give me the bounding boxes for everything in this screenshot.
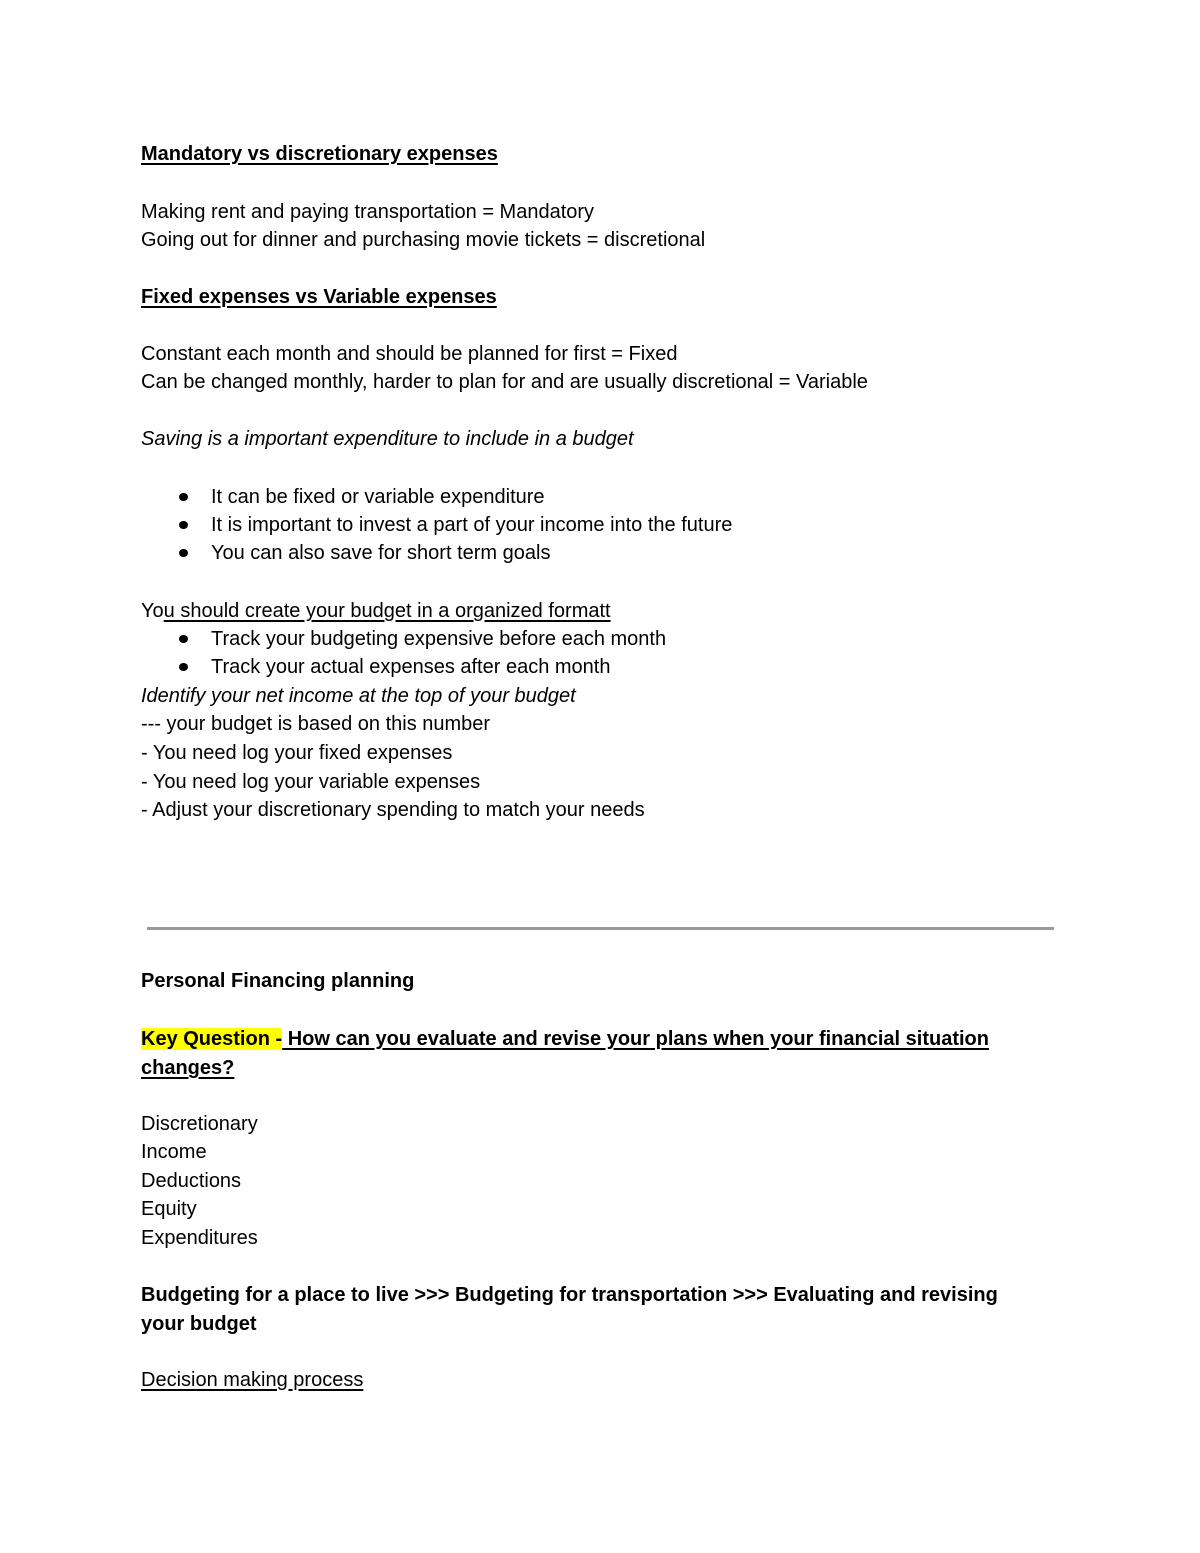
bullet-icon bbox=[179, 663, 188, 671]
horizontal-rule bbox=[147, 927, 1054, 930]
key-question bbox=[141, 1025, 1071, 1083]
term-item: Discretionary bbox=[141, 1113, 258, 1135]
heading-mandatory-vs-discretionary: Mandatory vs discretionary expenses bbox=[141, 143, 498, 165]
key-question-text: How can you evaluate and revise your plans when your financial situation changes? bbox=[141, 1028, 989, 1079]
bullet-icon bbox=[179, 549, 188, 557]
bullet-icon bbox=[179, 521, 188, 529]
term-item: Expenditures bbox=[141, 1227, 258, 1249]
text-line: - You need log your variable expenses bbox=[141, 771, 481, 793]
term-item: Deductions bbox=[141, 1170, 242, 1192]
fixed-definition: Constant each month and should be planned for first = Fixed bbox=[141, 343, 678, 365]
text-line: - You need log your fixed expenses bbox=[141, 742, 453, 764]
text-line: - Adjust your discretionary spending to match your needs bbox=[141, 799, 645, 821]
format-intro: You should create your budget in a organized formatt bbox=[141, 600, 611, 622]
variable-definition: Can be changed monthly, harder to plan for and are usually discretional = Variable bbox=[141, 371, 868, 393]
key-question-label: Key Question - bbox=[141, 1028, 283, 1050]
saving-intro: Saving is a important expenditure to include in a budget bbox=[141, 428, 634, 450]
mandatory-definition: Making rent and paying transportation = Mandatory bbox=[141, 201, 595, 223]
bullet-icon bbox=[179, 635, 188, 643]
text-line: --- your budget is based on this number bbox=[141, 713, 491, 735]
budget-steps: Budgeting for a place to live >>> Budgeting for transportation >>> Evaluating and revising your budget bbox=[141, 1284, 998, 1335]
bullet-icon bbox=[179, 493, 188, 501]
discretionary-definition: Going out for dinner and purchasing movie tickets = discretional bbox=[141, 229, 706, 251]
heading-personal-financing: Personal Financing planning bbox=[141, 970, 415, 992]
net-income-note: Identify your net income at the top of your budget bbox=[141, 685, 576, 707]
decision-making-link: Decision making process bbox=[141, 1369, 364, 1391]
term-item: Equity bbox=[141, 1198, 197, 1220]
term-item: Income bbox=[141, 1141, 207, 1163]
heading-fixed-vs-variable: Fixed expenses vs Variable expenses bbox=[141, 286, 497, 308]
